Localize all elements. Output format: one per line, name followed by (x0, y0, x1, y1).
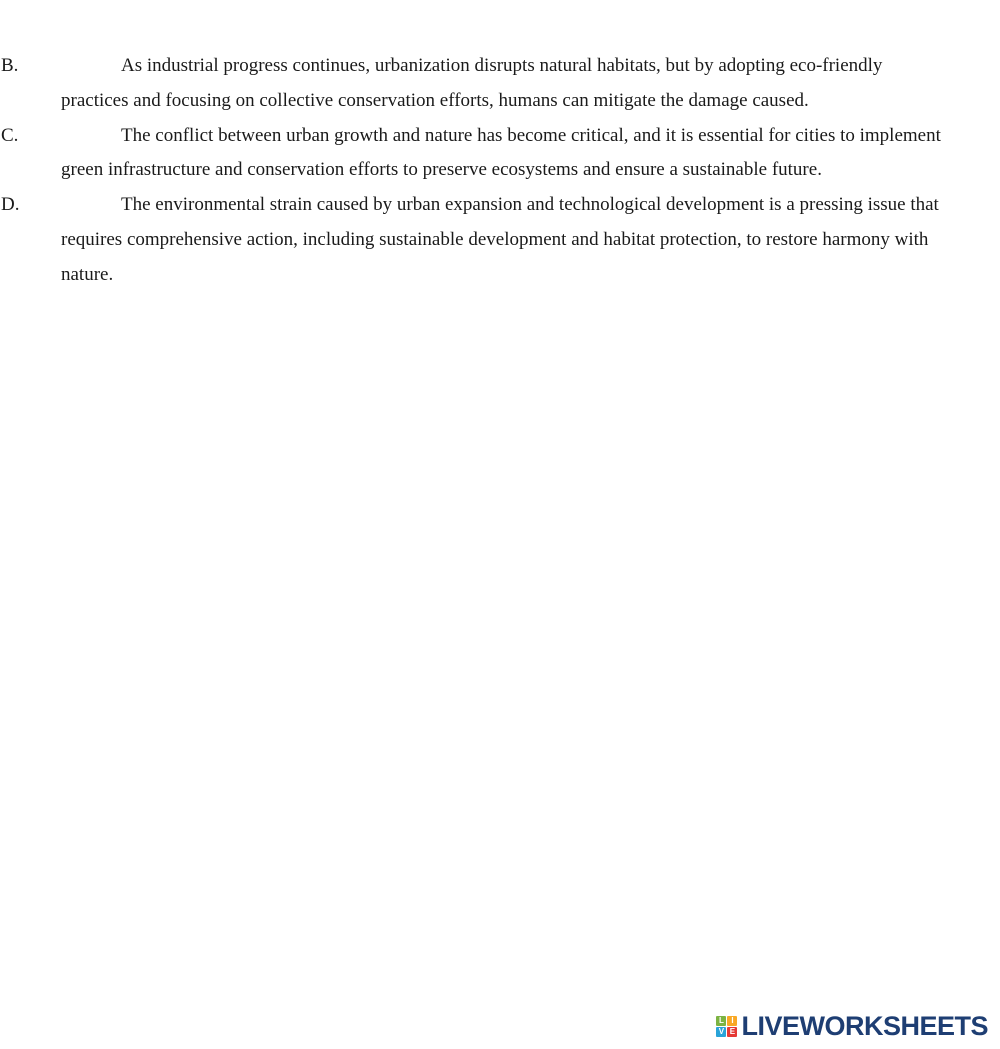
logo-tile-l: L (716, 1016, 726, 1026)
option-letter: B. (1, 55, 19, 76)
option-text: The environmental strain caused by urban expansion and technological development is a pressing issue that requires comprehensive action, including sustainable development and habitat protection, to restore harmony with nature. (61, 194, 939, 285)
worksheet-content (1, 49, 941, 293)
logo-tile-i: I (727, 1016, 737, 1026)
answer-option-d[interactable] (1, 188, 941, 292)
liveworksheets-logo[interactable] (716, 1011, 988, 1041)
option-letter: D. (1, 194, 20, 216)
answer-option-b[interactable] (1, 49, 941, 119)
liveworksheets-logo-icon (716, 1016, 737, 1037)
option-text: The conflict between urban growth and nature has become critical, and it is essential for cities to implement green infrastructure and conservation efforts to preserve ecosystems and ensure a sustainable future. (61, 124, 941, 181)
liveworksheets-logo-text: LIVEWORKSHEETS (741, 1011, 988, 1041)
logo-tile-e: E (727, 1027, 737, 1037)
option-text: As industrial progress continues, urbanization disrupts natural habitats, but by adopting eco-friendly practices and focusing on collective conservation efforts, humans can mitigate the damage caused. (61, 55, 883, 111)
logo-tile-v: V (716, 1027, 726, 1037)
option-letter: C. (1, 124, 19, 146)
answer-option-c[interactable] (1, 119, 941, 189)
